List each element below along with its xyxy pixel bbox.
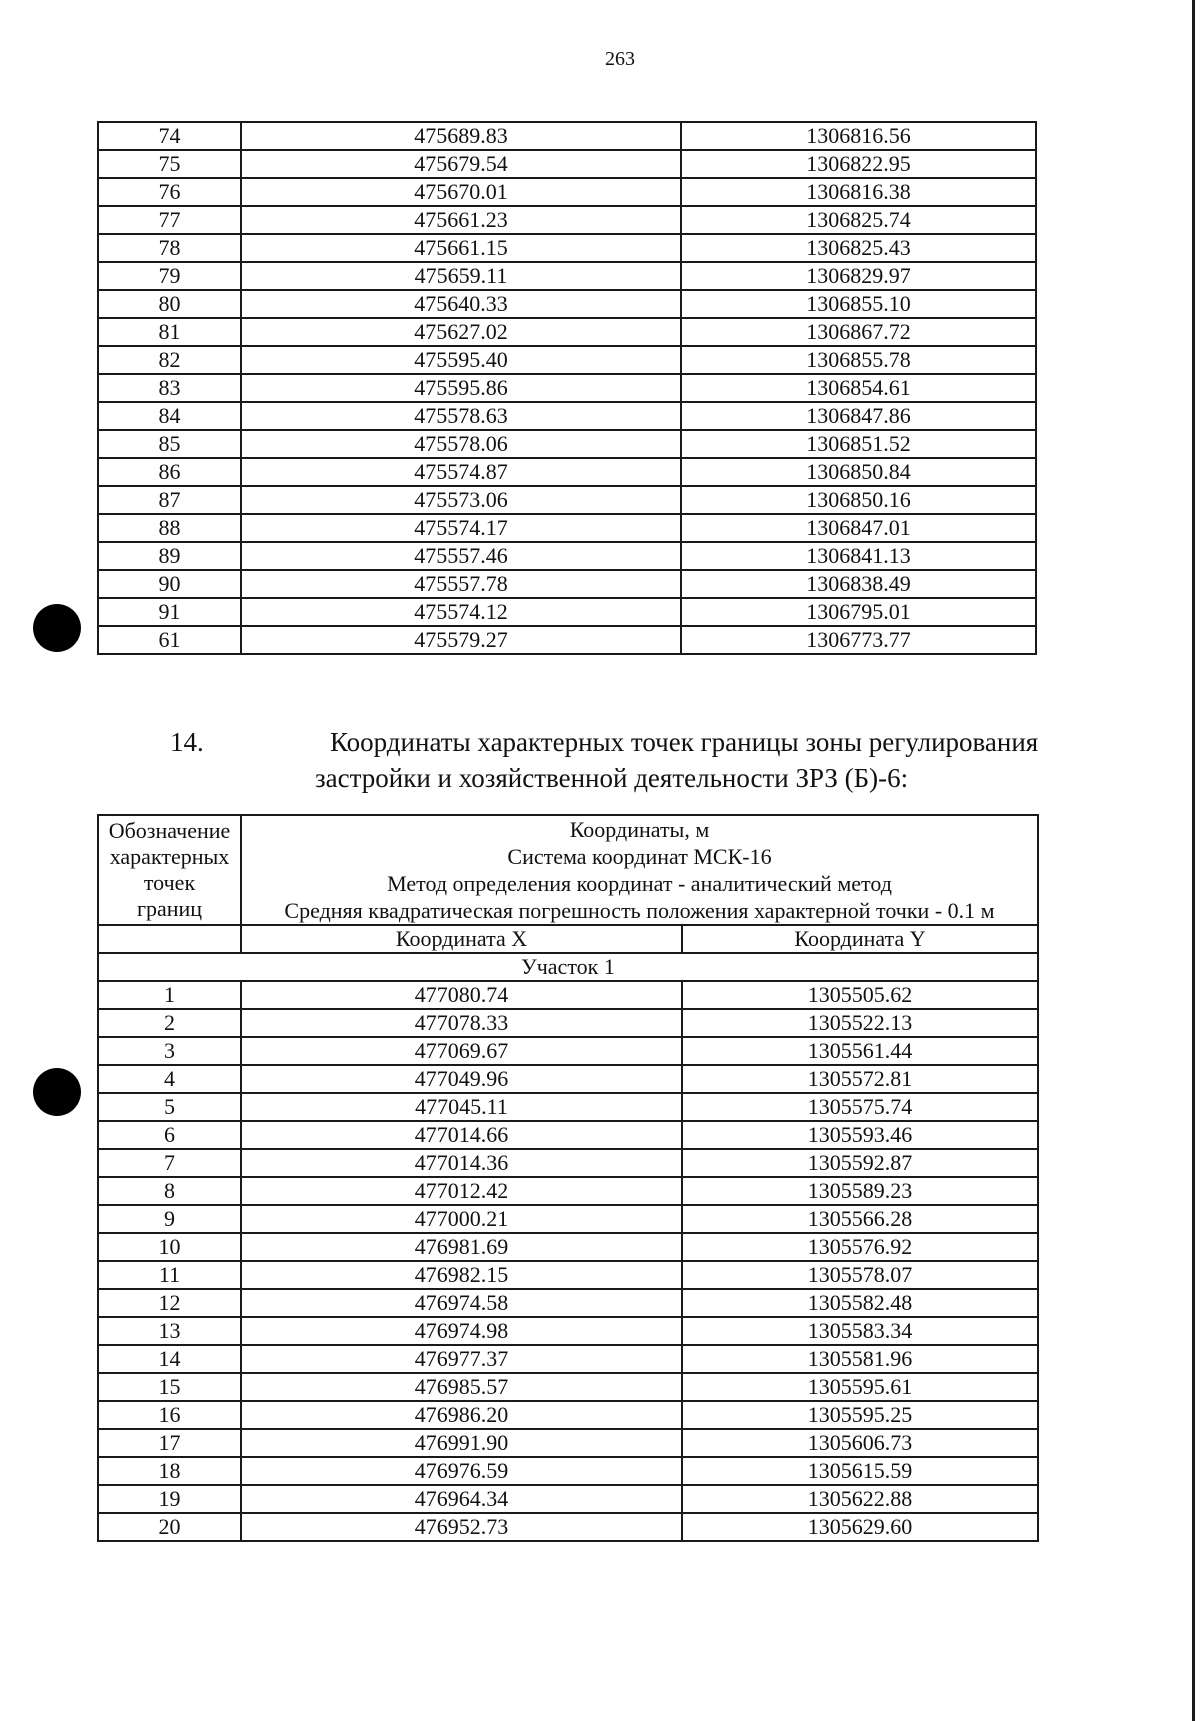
plot-label: Участок 1 — [98, 953, 1038, 981]
coordinate-x-cell: 477069.67 — [241, 1037, 682, 1065]
coordinate-x-cell: 476974.98 — [241, 1317, 682, 1345]
point-number-cell: 15 — [98, 1373, 241, 1401]
page-border-line — [1192, 0, 1195, 1721]
table-row — [98, 1429, 1038, 1457]
table-row — [98, 374, 1036, 402]
table-row — [98, 1261, 1038, 1289]
coordinate-y-cell: 1305572.81 — [682, 1065, 1038, 1093]
point-number-cell: 61 — [98, 626, 241, 654]
table-row — [98, 1485, 1038, 1513]
table-row — [98, 570, 1036, 598]
table-row — [98, 1345, 1038, 1373]
point-number-cell: 16 — [98, 1401, 241, 1429]
coordinate-x-cell: 475557.78 — [241, 570, 681, 598]
table-row — [98, 1149, 1038, 1177]
point-number-cell: 86 — [98, 458, 241, 486]
point-number-cell: 80 — [98, 290, 241, 318]
table-row — [98, 1009, 1038, 1037]
coordinate-y-header: Координата Y — [682, 925, 1038, 953]
table-row — [98, 1177, 1038, 1205]
coordinate-y-cell: 1305592.87 — [682, 1149, 1038, 1177]
point-number-cell: 91 — [98, 598, 241, 626]
table-row — [98, 1373, 1038, 1401]
point-number-cell: 10 — [98, 1233, 241, 1261]
coordinate-x-cell: 477012.42 — [241, 1177, 682, 1205]
table-row — [98, 1205, 1038, 1233]
table-row — [98, 1065, 1038, 1093]
table-row — [98, 430, 1036, 458]
coordinate-x-cell: 477049.96 — [241, 1065, 682, 1093]
coordinate-x-cell: 476981.69 — [241, 1233, 682, 1261]
point-number-cell: 6 — [98, 1121, 241, 1149]
coordinate-x-cell: 477078.33 — [241, 1009, 682, 1037]
coordinate-y-cell: 1305606.73 — [682, 1429, 1038, 1457]
coordinates-system-header: Координаты, м Система координат МСК-16 Метод определения координат - аналитический метод Средняя квадратическая погрешность положения характерной точки - 0.1 м — [241, 815, 1038, 925]
point-number-cell: 87 — [98, 486, 241, 514]
coordinate-y-cell: 1306822.95 — [681, 150, 1036, 178]
table-row — [98, 122, 1036, 150]
boundary-coordinates-table — [97, 814, 1039, 1542]
coordinate-x-cell: 475661.23 — [241, 206, 681, 234]
point-number-cell: 17 — [98, 1429, 241, 1457]
coordinate-y-cell: 1305583.34 — [682, 1317, 1038, 1345]
coordinate-x-cell: 477000.21 — [241, 1205, 682, 1233]
table-row — [98, 1233, 1038, 1261]
coordinate-y-cell: 1305589.23 — [682, 1177, 1038, 1205]
coordinate-y-cell: 1305578.07 — [682, 1261, 1038, 1289]
coordinate-x-cell: 475557.46 — [241, 542, 681, 570]
coordinate-y-cell: 1305582.48 — [682, 1289, 1038, 1317]
coordinate-x-cell: 475574.17 — [241, 514, 681, 542]
point-number-cell: 89 — [98, 542, 241, 570]
punch-hole-mark — [33, 604, 81, 652]
point-number-cell: 13 — [98, 1317, 241, 1345]
point-number-cell: 79 — [98, 262, 241, 290]
coordinate-x-cell: 475595.86 — [241, 374, 681, 402]
coordinate-y-cell: 1306838.49 — [681, 570, 1036, 598]
coordinate-y-cell: 1305581.96 — [682, 1345, 1038, 1373]
coordinate-y-cell: 1306847.01 — [681, 514, 1036, 542]
coordinate-y-cell: 1306855.78 — [681, 346, 1036, 374]
point-number-cell: 84 — [98, 402, 241, 430]
table-row — [98, 1037, 1038, 1065]
coordinate-x-cell: 476952.73 — [241, 1513, 682, 1541]
coordinate-y-cell: 1306816.56 — [681, 122, 1036, 150]
empty-header-cell — [98, 925, 241, 953]
point-number-cell: 20 — [98, 1513, 241, 1541]
coordinate-x-cell: 476986.20 — [241, 1401, 682, 1429]
coordinates-table-continued — [97, 121, 1037, 655]
coordinate-y-cell: 1306850.16 — [681, 486, 1036, 514]
table-row — [98, 1289, 1038, 1317]
coordinate-y-cell: 1306867.72 — [681, 318, 1036, 346]
point-number-cell: 12 — [98, 1289, 241, 1317]
table-row — [98, 150, 1036, 178]
coordinate-x-cell: 475578.63 — [241, 402, 681, 430]
coordinate-y-cell: 1305576.92 — [682, 1233, 1038, 1261]
table-row — [98, 486, 1036, 514]
coordinate-y-cell: 1306773.77 — [681, 626, 1036, 654]
point-number-cell: 11 — [98, 1261, 241, 1289]
table-row — [98, 981, 1038, 1009]
point-number-cell: 8 — [98, 1177, 241, 1205]
coordinate-x-cell: 475689.83 — [241, 122, 681, 150]
coordinate-y-cell: 1306825.74 — [681, 206, 1036, 234]
coordinate-x-cell: 475670.01 — [241, 178, 681, 206]
coordinate-x-cell: 475578.06 — [241, 430, 681, 458]
coordinate-y-cell: 1305595.61 — [682, 1373, 1038, 1401]
coordinate-y-cell: 1306841.13 — [681, 542, 1036, 570]
coordinate-x-cell: 477014.66 — [241, 1121, 682, 1149]
coordinate-y-cell: 1306847.86 — [681, 402, 1036, 430]
section-title-line1: Координаты характерных точек границы зоны регулирования — [330, 727, 1039, 757]
table-row — [98, 1401, 1038, 1429]
point-number-cell: 76 — [98, 178, 241, 206]
section-title-line2: застройки и хозяйственной деятельности ЗРЗ (Б)-6: — [315, 763, 909, 793]
point-number-cell: 88 — [98, 514, 241, 542]
coordinate-y-cell: 1305575.74 — [682, 1093, 1038, 1121]
table-row — [98, 206, 1036, 234]
column-header-row — [98, 925, 1038, 953]
coordinates-table-body — [98, 122, 1036, 654]
point-number-cell: 77 — [98, 206, 241, 234]
coordinate-x-cell: 475574.12 — [241, 598, 681, 626]
point-designation-header: Обозначение характерных точек границ — [98, 815, 241, 925]
coordinate-x-cell: 476976.59 — [241, 1457, 682, 1485]
point-number-cell: 9 — [98, 1205, 241, 1233]
coordinates-table-body — [98, 981, 1038, 1541]
table-row — [98, 1513, 1038, 1541]
page-number: 263 — [605, 48, 635, 70]
coordinate-y-cell: 1305595.25 — [682, 1401, 1038, 1429]
coordinate-y-cell: 1306851.52 — [681, 430, 1036, 458]
coordinate-x-cell: 475640.33 — [241, 290, 681, 318]
point-number-cell: 14 — [98, 1345, 241, 1373]
point-number-cell: 7 — [98, 1149, 241, 1177]
table-row — [98, 262, 1036, 290]
table-row — [98, 1093, 1038, 1121]
point-number-cell: 82 — [98, 346, 241, 374]
table-row — [98, 626, 1036, 654]
table-row — [98, 290, 1036, 318]
coordinate-x-cell: 475573.06 — [241, 486, 681, 514]
point-number-cell: 90 — [98, 570, 241, 598]
coordinate-y-cell: 1306854.61 — [681, 374, 1036, 402]
coordinate-x-cell: 475595.40 — [241, 346, 681, 374]
table-row — [98, 1121, 1038, 1149]
table-row — [98, 234, 1036, 262]
coordinate-y-cell: 1305505.62 — [682, 981, 1038, 1009]
point-number-cell: 2 — [98, 1009, 241, 1037]
coordinate-x-cell: 475679.54 — [241, 150, 681, 178]
point-number-cell: 75 — [98, 150, 241, 178]
coordinate-x-cell: 477014.36 — [241, 1149, 682, 1177]
coordinate-y-cell: 1306850.84 — [681, 458, 1036, 486]
table-row — [98, 178, 1036, 206]
coordinate-x-cell: 477080.74 — [241, 981, 682, 1009]
coordinate-x-cell: 476974.58 — [241, 1289, 682, 1317]
coordinate-y-cell: 1306795.01 — [681, 598, 1036, 626]
coordinate-x-cell: 475659.11 — [241, 262, 681, 290]
point-number-cell: 18 — [98, 1457, 241, 1485]
table-row — [98, 402, 1036, 430]
table-row — [98, 1457, 1038, 1485]
coordinate-y-cell: 1305629.60 — [682, 1513, 1038, 1541]
table-row — [98, 542, 1036, 570]
coordinate-y-cell: 1305566.28 — [682, 1205, 1038, 1233]
table-header-row — [98, 815, 1038, 925]
coordinate-x-cell: 476964.34 — [241, 1485, 682, 1513]
point-number-cell: 4 — [98, 1065, 241, 1093]
coordinate-x-cell: 475574.87 — [241, 458, 681, 486]
table-row — [98, 458, 1036, 486]
coordinate-y-cell: 1305615.59 — [682, 1457, 1038, 1485]
coordinate-y-cell: 1306816.38 — [681, 178, 1036, 206]
coordinate-x-cell: 476982.15 — [241, 1261, 682, 1289]
coordinate-x-cell: 476991.90 — [241, 1429, 682, 1457]
coordinate-x-cell: 475627.02 — [241, 318, 681, 346]
coordinate-y-cell: 1305593.46 — [682, 1121, 1038, 1149]
point-number-cell: 78 — [98, 234, 241, 262]
section-number: 14. — [170, 727, 204, 757]
point-number-cell: 1 — [98, 981, 241, 1009]
coordinate-x-cell: 476977.37 — [241, 1345, 682, 1373]
coordinate-x-cell: 475661.15 — [241, 234, 681, 262]
coordinate-y-cell: 1305561.44 — [682, 1037, 1038, 1065]
coordinate-y-cell: 1305522.13 — [682, 1009, 1038, 1037]
table-row — [98, 598, 1036, 626]
coordinate-x-header: Координата X — [241, 925, 682, 953]
coordinate-y-cell: 1305622.88 — [682, 1485, 1038, 1513]
coordinate-y-cell: 1306855.10 — [681, 290, 1036, 318]
point-number-cell: 85 — [98, 430, 241, 458]
table-row — [98, 514, 1036, 542]
coordinate-y-cell: 1306825.43 — [681, 234, 1036, 262]
table-row — [98, 346, 1036, 374]
table-row — [98, 1317, 1038, 1345]
table-row — [98, 318, 1036, 346]
point-number-cell: 19 — [98, 1485, 241, 1513]
point-number-cell: 81 — [98, 318, 241, 346]
point-number-cell: 5 — [98, 1093, 241, 1121]
punch-hole-mark — [33, 1068, 81, 1116]
coordinate-x-cell: 477045.11 — [241, 1093, 682, 1121]
point-number-cell: 74 — [98, 122, 241, 150]
section-label-row — [98, 953, 1038, 981]
coordinate-x-cell: 476985.57 — [241, 1373, 682, 1401]
coordinate-y-cell: 1306829.97 — [681, 262, 1036, 290]
point-number-cell: 3 — [98, 1037, 241, 1065]
coordinate-x-cell: 475579.27 — [241, 626, 681, 654]
point-number-cell: 83 — [98, 374, 241, 402]
